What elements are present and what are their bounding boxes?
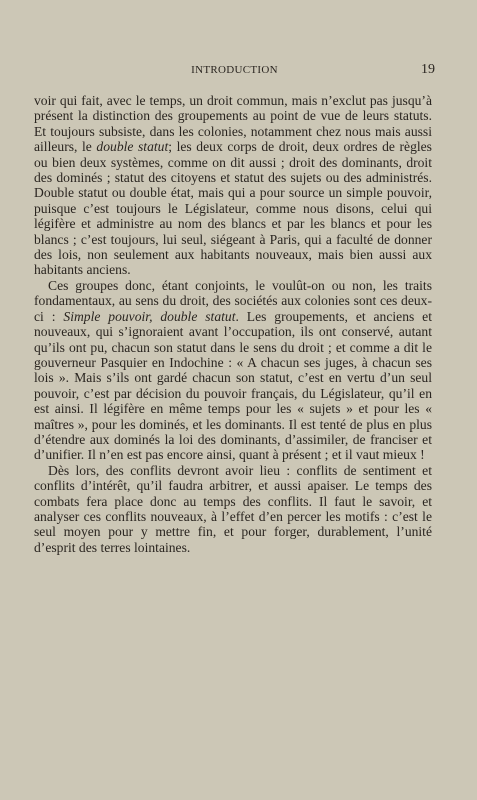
page-number: 19 (421, 62, 435, 77)
running-header (34, 62, 435, 82)
text-run: voir qui fait, avec le temps, un droit commun, mais n’exclut pas jusqu’à présent la distinction des groupements au point de vue de leurs statuts. Et toujours subsiste, dans les colonies, notamment chez nous mais aussi ailleurs, le (34, 93, 432, 155)
paragraph (34, 463, 432, 555)
paragraph (34, 93, 432, 278)
text-run: ; les deux corps de droit, deux ordres de règles ou bien deux systèmes, comme on dit aussi ; droit des dominants, droit des dominés ; statut des citoyens et statut des sujets ou des administrés. Double statut ou double état, mais qui a pour source un simple pouvoir, puisque c’est toujours le Législateur, comme nous disons, celui qui légifère et administre au nom des blancs et par les blancs et pour les blancs ; c’est toujours, lui seul, siégeant à Paris, qui a faculté de donner des lois, non seulement aux habitants nouveaux, mais bien aussi aux habitants anciens. (34, 139, 432, 278)
italic-phrase: Simple pouvoir, double statut (63, 308, 236, 324)
running-title: INTRODUCTION (191, 64, 278, 76)
paragraph (34, 278, 432, 463)
body-text (34, 93, 432, 555)
text-run: Dès lors, des conflits devront avoir lieu : conflits de sentiment et conflits d’intérêt, qu’il faudra arbitrer, et aussi apaiser. Le temps des combats fera place donc au temps des conflits. Il faut le savoir, et analyser ces conflits nouveaux, à l’effet d’en percer les motifs : c’est le seul moyen pour y mettre fin, et pour forger, durablement, l’unité d’esprit des terres lointaines. (34, 462, 432, 555)
italic-phrase: double statut (96, 139, 169, 155)
text-run: . Les groupements, et anciens et nouveaux, qui s’ignoraient avant l’occupation, ils ont conservé, autant qu’ils ont pu, chacun son statut dans le sens du droit ; et comme a dit le gouverneur Pasquier en Indochine : « A chacun ses juges, à chacun ses lois ». Mais s’ils ont gardé chacun son statut, c’est en vertu d’un seul pouvoir, c’est par décision du pouvoir français, du Législateur, qu’il en est ainsi. Il légifère en même temps pour les « sujets » et pour les « maîtres », pour les dominés, et les dominants. Il est tenté de plus en plus d’étendre aux dominés la loi des dominants, d’assimiler, de franciser et d’unifier. Il n’en est pas encore ainsi, quant à présent ; et il vaut mieux ! (34, 308, 432, 463)
text-run: Ces groupes donc, étant conjoints, le voulût-on ou non, les traits fondamentaux, au sens du droit, des sociétés aux colonies sont ces deux-ci : (34, 277, 432, 324)
